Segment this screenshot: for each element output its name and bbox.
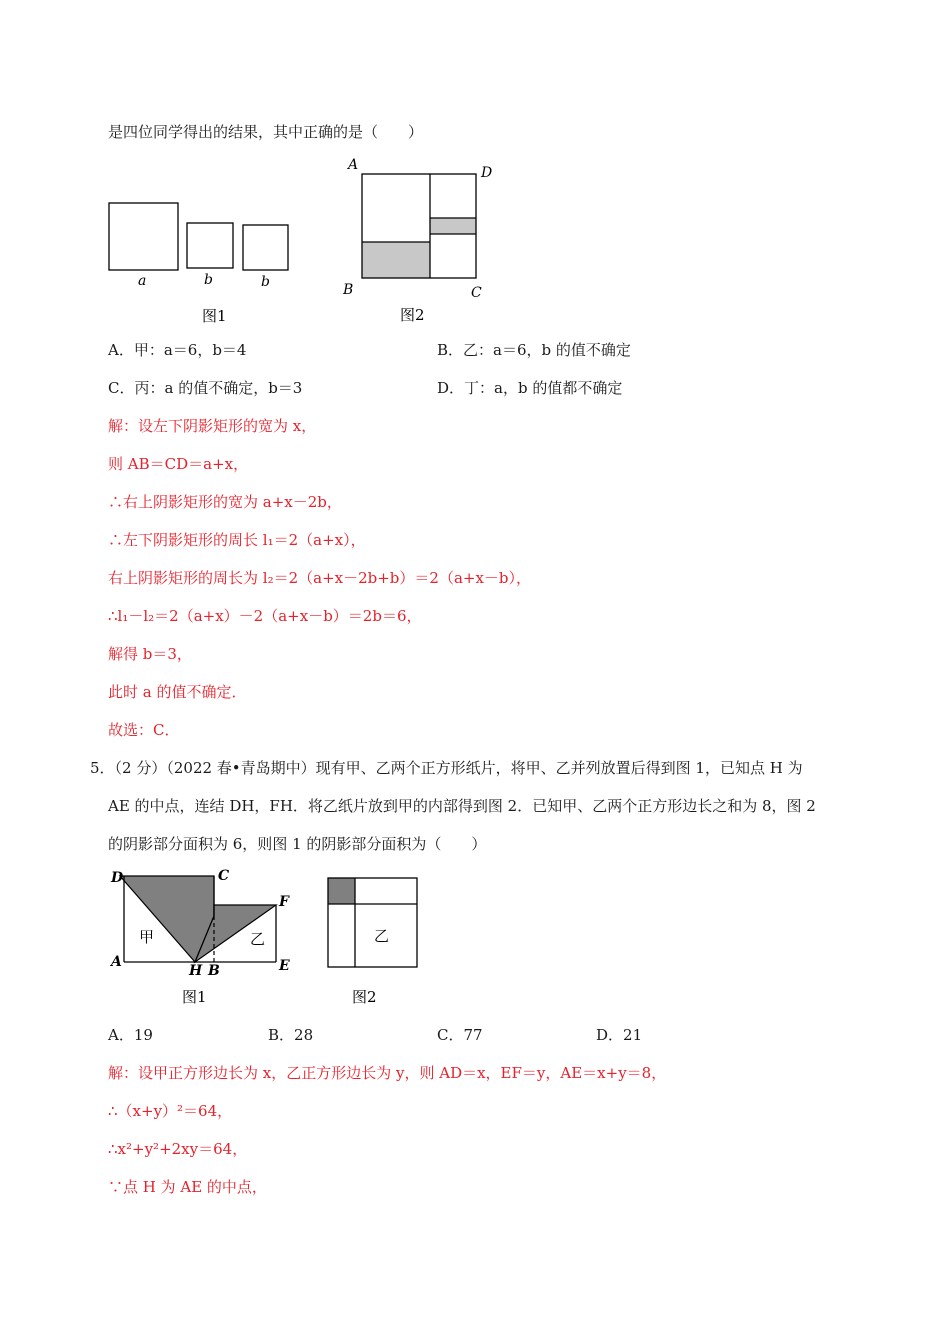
q5-solution-line-1: 解：设甲正方形边长为 x，乙正方形边长为 y，则 AD＝x，EF＝y，AE＝x+y＝8， (108, 1064, 667, 1082)
q5-option-d: D．21 (596, 1026, 643, 1044)
q4-solution-line-4: ∴左下阴影矩形的周长 l₁＝2（a+x）， (108, 531, 366, 549)
q4-solution-line-9: 故选：C． (108, 721, 180, 739)
fig2-caption: 图2 (400, 306, 425, 324)
q5-solution-line-2: ∴（x+y）²＝64， (108, 1102, 233, 1120)
q5-stem-line-3: 的阴影部分面积为 6，则图 1 的阴影部分面积为（ ） (108, 835, 487, 853)
shade-upper-right (430, 218, 476, 234)
q4-figure-1 (100, 195, 300, 330)
point-H: H (189, 963, 203, 979)
q5-solution-line-3: ∴x²+y²+2xy＝64， (108, 1140, 248, 1158)
fig1-caption: 图1 (182, 988, 207, 1006)
point-B: B (208, 963, 220, 979)
q4-stem-tail: 是四位同学得出的结果，其中正确的是（ ） (108, 123, 424, 141)
point-E: E (279, 958, 290, 974)
q4-solution-line-1: 解：设左下阴影矩形的宽为 x， (108, 417, 317, 435)
q4-solution-line-5: 右上阴影矩形的周长为 l₂＝2（a+x－2b+b）＝2（a+x－b）， (108, 569, 532, 587)
shade-lower-left (362, 242, 430, 278)
q5-option-c: C．77 (437, 1026, 483, 1044)
q4-solution-line-7: 解得 b＝3， (108, 645, 192, 663)
fig2-caption: 图2 (352, 988, 377, 1006)
q4-solution-line-3: ∴右上阴影矩形的宽为 a+x－2b， (108, 493, 342, 511)
point-A: A (348, 157, 359, 173)
q5-stem-line-2: AE 的中点，连结 DH，FH．将乙纸片放到甲的内部得到图 2．已知甲、乙两个正方形边长之和为 8，图 2 (108, 797, 816, 815)
label-jia: 甲 (139, 928, 155, 946)
label-a: a (138, 273, 147, 289)
q4-solution-line-2: 则 AB＝CD＝a+x， (108, 455, 249, 473)
q5-option-a: A．19 (108, 1026, 153, 1044)
q5-stem-line-1: 5．（2 分）（2022 春•青岛期中）现有甲、乙两个正方形纸片，将甲、乙并列放置后得到图 1，已知点 H 为 (90, 759, 803, 777)
q4-option-a: A．甲：a＝6，b＝4 (108, 341, 247, 359)
q4-option-d: D．丁：a，b 的值都不确定 (437, 379, 623, 397)
square-b-1 (187, 223, 233, 268)
label-yi: 乙 (374, 927, 390, 945)
q5-figure-2 (320, 870, 430, 1012)
point-C: C (218, 868, 230, 884)
label-b-2: b (261, 274, 270, 290)
shaded-square (328, 878, 355, 904)
point-C: C (471, 285, 482, 301)
q4-option-b: B．乙：a＝6，b 的值不确定 (437, 341, 631, 359)
q5-option-b: B．28 (268, 1026, 314, 1044)
q4-solution-line-8: 此时 a 的值不确定． (108, 683, 247, 701)
label-yi: 乙 (250, 930, 266, 948)
label-b-1: b (204, 272, 213, 288)
point-D: D (481, 165, 493, 181)
point-A: A (111, 954, 122, 970)
square-a (109, 203, 178, 270)
point-B: B (343, 282, 354, 298)
q5-figure-1 (100, 862, 310, 1012)
point-D: D (111, 870, 124, 886)
point-F: F (279, 894, 289, 910)
fig1-caption: 图1 (202, 307, 227, 325)
q5-solution-line-4: ∵点 H 为 AE 的中点， (108, 1178, 267, 1196)
q4-figure-2 (340, 155, 510, 330)
q4-solution-line-6: ∴l₁－l₂＝2（a+x）－2（a+x－b）＝2b＝6， (108, 607, 422, 625)
square-b-2 (243, 225, 288, 270)
q4-option-c: C．丙：a 的值不确定，b＝3 (108, 379, 303, 397)
